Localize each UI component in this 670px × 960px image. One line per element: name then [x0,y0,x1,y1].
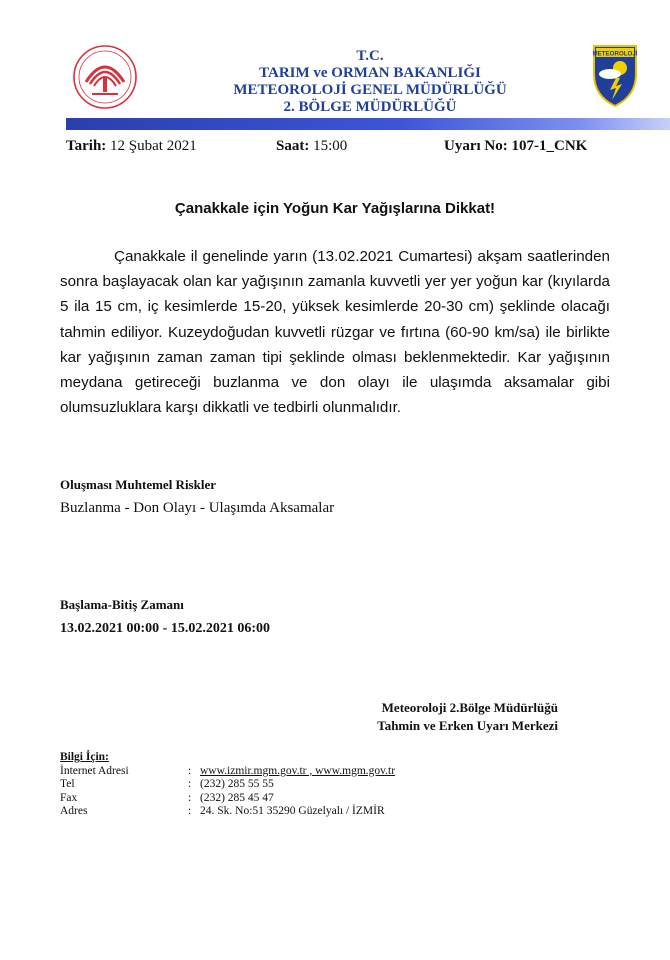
time-value: 15:00 [313,138,348,154]
contact-row-address [60,805,395,819]
header-divider-bar [66,118,670,130]
contact-key: Tel [60,778,75,791]
header-directorate: METEOROLOJİ GENEL MÜDÜRLÜĞÜ [233,82,507,98]
contact-key: Adres [60,805,88,818]
weather-shield-icon [592,44,638,108]
time-label: Saat: [276,138,310,154]
risks-heading: Oluşması Muhtemel Riskler [60,477,216,492]
contact-key: Fax [60,791,78,804]
warning-value: 107-1_CNK [511,138,588,154]
fax-value: (232) 285 45 47 [200,791,274,804]
contact-key: İnternet Adresi [60,764,129,777]
warning-body: Çanakkale il genelinde yarın (13.02.2021 Cumartesi) akşam saatlerinden sonra başlayacak olan kar yağışının zamanla kuvvetli yer yer yoğun kar (kıyılarda 5 ila 15 cm, iç kesimlerde 15-20, yüksek kesimlerde 20-30 cm) şeklinde olacağı tahmin ediliyor. Kuzeydoğudan kuvvetli rüzgar ve fırtına (60-90 km/sa) ile birlikte kar yağışının zaman zaman tipi şeklinde olması beklenmektedir. Kar yağışının meydana getireceği buzlanma ve don olayı ile ulaşımda aksamalar gibi olumsuzluklara karşı dikkatli ve tedbirli olunmalıdır. [60,248,610,417]
header-region: 2. BÖLGE MÜDÜRLÜĞÜ [283,99,457,115]
tree-emblem-icon [72,44,138,110]
signature-center: Tahmin ve Erken Uyarı Merkezi [377,718,558,733]
date-label: Tarih: [66,138,107,154]
time-field [276,138,347,155]
contact-sep: : [188,791,192,804]
contact-sep: : [188,805,192,818]
contact-row-fax [60,792,395,806]
date-field [66,138,197,155]
contact-sep: : [188,764,192,777]
website-link[interactable]: www.izmir.mgm.gov.tr , www.mgm.gov.tr [200,764,396,777]
contact-info [60,751,395,819]
contact-heading: Bilgi İçin: [60,751,109,763]
signature-directorate: Meteoroloji 2.Bölge Müdürlüğü [381,700,558,715]
contact-row-web [60,765,395,779]
header-tc: T.C. [356,48,384,64]
header-ministry: TARIM ve ORMAN BAKANLIĞI [259,65,481,81]
risks-text: Buzlanma - Don Olayı - Ulaşımda Aksamalar [60,500,335,516]
warning-number-field [444,138,587,155]
address-value: 24. Sk. No:51 35290 Güzelyalı / İZMİR [200,805,385,818]
contact-sep: : [188,778,192,791]
meteo-logo-text: METEOROLOJİ [592,50,638,58]
timing-heading: Başlama-Bitiş Zamanı [60,597,184,612]
date-value: 12 Şubat 2021 [110,138,197,154]
timing-text: 13.02.2021 00:00 - 15.02.2021 06:00 [60,621,270,636]
warning-label: Uyarı No: [444,138,508,154]
phone-value: (232) 285 55 55 [200,778,274,791]
contact-row-tel [60,778,395,792]
page-title: Çanakkale için Yoğun Kar Yağışlarına Dikkat! [174,200,496,217]
